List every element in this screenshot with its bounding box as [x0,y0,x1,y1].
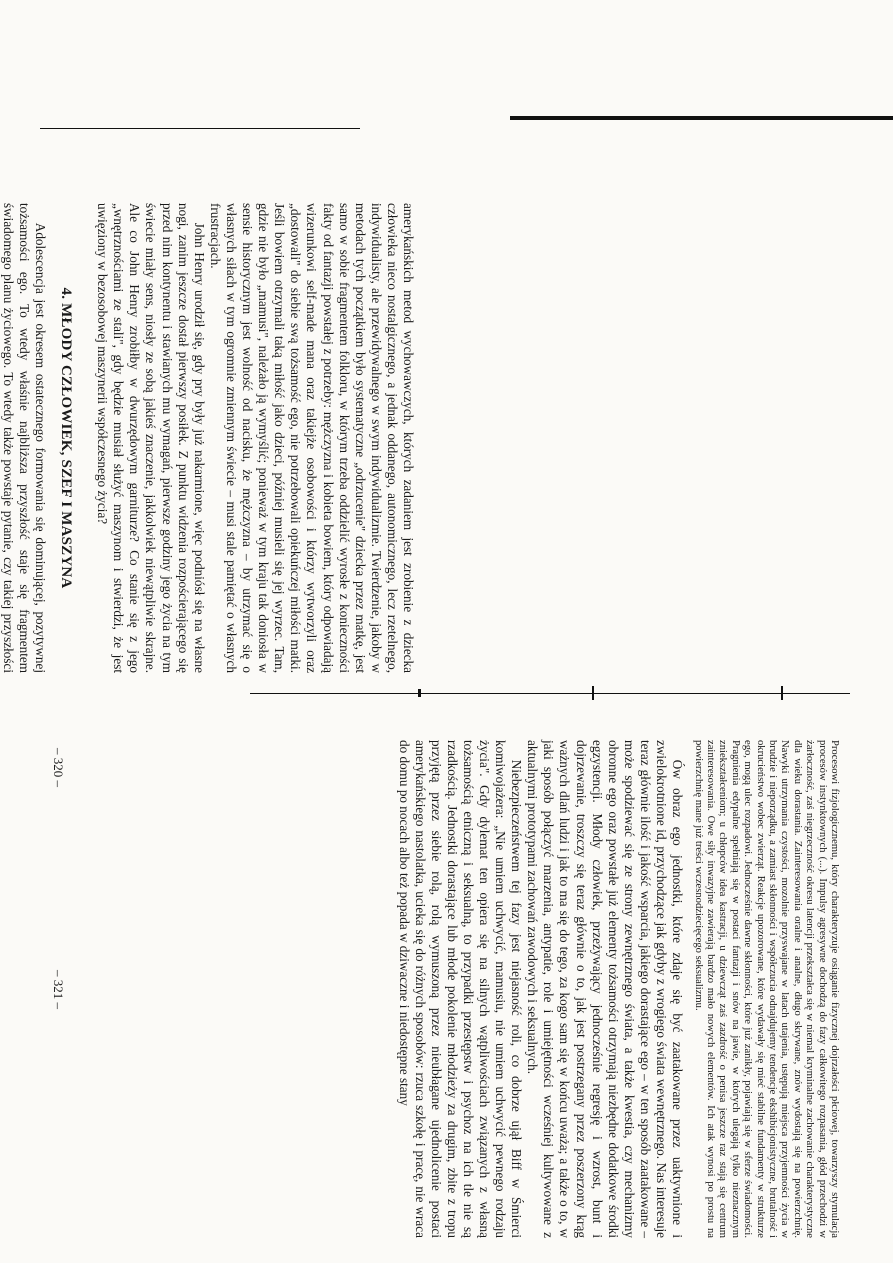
paragraph: Niebezpieczeństwem tej fazy jest niejasność roli, co dobrze ujął Biff w Śmierci komiwojażera: „Nie umiem uchwycić, mamusiu, nie umiem uchwycić pewnego rodzaju życia". Gdy dylemat ten opiera się na silnych wątpliwościach związanych z własną tożsamością etniczną i seksualną, to przypadki przestępstw i psychoz na ich tle nie są rzadkością. Jednostki dorastające lub młode pokolenie młodzieży za drugim, zbite z tropu przyjętą przez siebie rolą, rolą wymuszoną przez nieubłagane ujednolicenie postaci amerykańskiego nastolatka, ucieka się do różnych sposobów: rzuca szkołę i pracę, nie wraca do domu po nocach albo też popada w dziwaczne i niedostępne stany [396,740,525,1238]
paragraph: amerykańskich metod wychowawczych, których zadaniem jest zrobienie z dziecka człowieka nieco nostalgicznego, a jednak oddanego, autonomicznego, lecz rzetelnego, indywidualisty, ale przewidywalnego w swym indywidualizmie. Twierdzenie, jakoby w metodach tych początkiem było systematyczne „odrzucenie" dziecka przez matkę, jest samo w sobie fragmentem folkloru, w którym trzeba oddzielić wyrosłe z konieczności fakty od fantazji powstałej z potrzeby: mężczyzna i kobieta bowiem, który odpowiadają wizerunkowi self-made mana oraz takiejże osobowości i którzy wytworzyli oraz „dostowali" do siebie swą tożsamość ego, nie potrzebowali opiekuńczej miłości matki. Jeśli bowiem otrzymali taką miłość jako dzieci, później musieli się jej wyrzec. Tam, gdzie nie było „mamusi", należało ją wymyślić; ponieważ w tym kraju tak doniosła w sensie historycznym jest wolność od nacisku, że mężczyzna – by utrzymać się o własnych siłach w tym ogromnie zmiennym świecie – musi stale pamiętać o własnych frustracjach. [207,203,416,673]
top-scan-rule-right [510,116,893,120]
section-heading: 4. MŁODY CZŁOWIEK, SZEF I MASZYNA [58,287,75,589]
block-quote: Procesowi fizjologicznemu, który charakteryzuje osiąganie fizycznej dojrzałości płciowej, towarzyszy stymulacja procesów instynktownych (...). Impulsy agresywne dochodzą do fazy całkowitego rozpasania, głód przechodzi w żarłoczność, zaś niegrzeczność okresu latencji przekształca się w niemal kryminalne zachowanie charakterystyczne dla wieku dorastania. Zainteresowania oralne i analne, długo skrywane, znów wydostają się na powierzchnię. Nawyki utrzymania czystości, mozolnie przyswajane w latach utajenia, ustępują miejsca przyjemności życia w brudzie i nieporządku, a zamiast skłonności i współczucia odnajdujemy tendencje ekshibicjonistyczne, brutalność i okrucieństwo wobec zwierząt. Reakcje upozorowane, które wydawały się mieć stabilne fundamenty w strukturze ego, mogą ulec rozpadowi. Jednocześnie dawne skłonności, które już zanikły, pojawiają się w sferze świadomości. Pragnienia edypalne spełniają się w postaci fantazji i snów na jawie, w których ulegają tylko nieznacznym zniekształceniom; u chłopców idea kastracji, u dziewcząt zaś zazdrość o penisa jeszcze raz stają się centrum zainteresowania. Owe siły inwazyjne zawierają bardzo mało nowych elementów. Ich atak wynosi po prostu na powierzchnię mane już treści wczesnodziecięcego seksualizmu. [692,740,840,1238]
gutter-mark-2 [781,686,783,700]
left-page-text [0,203,416,673]
center-gutter-rule [250,693,850,694]
page-number-right: – 321 – [51,970,66,1009]
gutter-mark-3 [418,689,421,697]
gutter-mark-1 [592,686,594,700]
paragraph: John Henry urodził się, gdy pry były już nakarmione, więc podniósł się na własne nogi, zanim jeszcze dostał pierwszy posiłek. Z punktu widzenia rozpościerającego się przed nim kontynentu i stawianych mu wymagań, pierwsze godziny jego życia na tym świecie miały sens, niosły ze sobą jakieś znaczenie, jakkolwiek niewątpliwie skrajne. Ale co John Henry zrobiłby w dwurzędowym garniturze? Co stanie się z jego „wnętrznościami ze stali", gdy będzie musiał służyć maszynom i stwierdzi, że jest uwięziony w bezosobowej maszynerii współczesnego życia? [95,203,207,673]
paragraph: Ów obraz ego jednostki, które zdaje się być zaatakowane przez uaktywnione i zwielokrotnione id, przychodzące jak gdyby z wrogiego świata wewnętrznego. Nas interesuje teraz głównie ilość i jakość wsparcia, jakiego dorastające ego – w ten sposób zaatakowane – może spodziewać się ze strony zewnętrznego świata, a także kwestia, czy mechanizmy obronne ego oraz powstałe już elementy tożsamości otrzymają niezbędne dodatkowe środki egzystencji. Młody człowiek, przeżywający jednocześnie regresję i wzrost, bunt i dojrzewanie, troszczy się teraz głównie o to, jak jest postrzegany przez poszerzony krąg ważnych dlań ludzi i jak to ma się do tego, za kogo sam się w końcu uważa; a także o to, w jaki sposób połączyć marzenia, antypatie, role i umiejętności wcześniej kultywowane z aktualnymi prototypami zachowań zawodowych i seksualnych. [525,740,686,1238]
top-scan-rule-left [40,128,360,129]
paragraph: Adolescencja jest okresem ostatecznego formowania się dominującej, pozytywnej tożsamości ego. To wtedy właśnie najbliższa przyszłość staje się fragmentem świadomego planu życiowego. To wtedy także powstaje pytanie, czy takiej przyszłości [0,203,49,673]
page-number-left: – 320 – [51,748,66,787]
right-page-text [395,740,840,1238]
